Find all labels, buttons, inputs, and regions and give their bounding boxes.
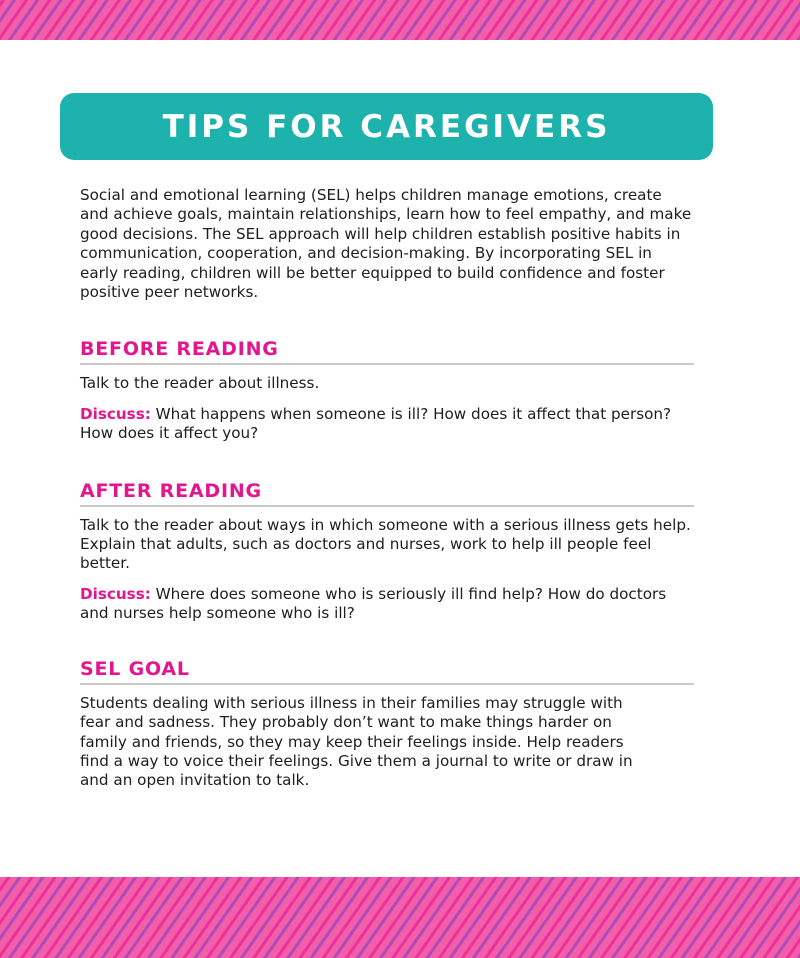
discuss-text: What happens when someone is ill? How does it affect that person? How does it affect you? — [80, 404, 672, 443]
page-title: TIPS FOR CAREGIVERS — [162, 108, 611, 145]
discuss-label: Discuss: — [80, 584, 151, 603]
title-banner — [60, 93, 713, 160]
after-reading-text: Talk to the reader about ways in which someone with a serious illness gets help. Explain that adults, such as doctors and nurses, work to help ill people feel better. — [80, 515, 691, 573]
discuss-label: Discuss: — [80, 404, 151, 423]
sel-goal-text: Students dealing with serious illness in their families may struggle with fear and sadness. They probably don’t want to make things harder on family and friends, so they may keep their feelings inside. Help readers find a way to voice their feelings. Give them a journal to write or draw in and an open invitation to talk. — [80, 693, 633, 790]
after-reading-section — [80, 480, 694, 624]
top-decorative-band — [0, 0, 800, 40]
main-content — [80, 186, 694, 791]
before-reading-heading: BEFORE READING — [80, 338, 694, 365]
before-reading-section — [80, 338, 694, 443]
before-reading-text: Talk to the reader about illness. — [80, 374, 320, 393]
before-reading-discuss — [80, 405, 694, 444]
after-reading-heading: AFTER READING — [80, 480, 694, 507]
bottom-decorative-band — [0, 877, 800, 958]
sel-goal-section — [80, 658, 694, 791]
intro-paragraph: Social and emotional learning (SEL) helps children manage emotions, create and achieve goals, maintain relationships, learn how to feel empathy, and make good decisions. The SEL approach will help children establish positive habits in communication, cooperation, and decision-making. By incorporating SEL in early reading, children will be better equipped to build confidence and foster positive peer networks. — [80, 186, 692, 302]
sel-goal-heading: SEL GOAL — [80, 658, 694, 685]
discuss-text: Where does someone who is seriously ill find help? How do doctors and nurses help someone who is ill? — [80, 584, 667, 623]
after-reading-discuss — [80, 585, 694, 624]
